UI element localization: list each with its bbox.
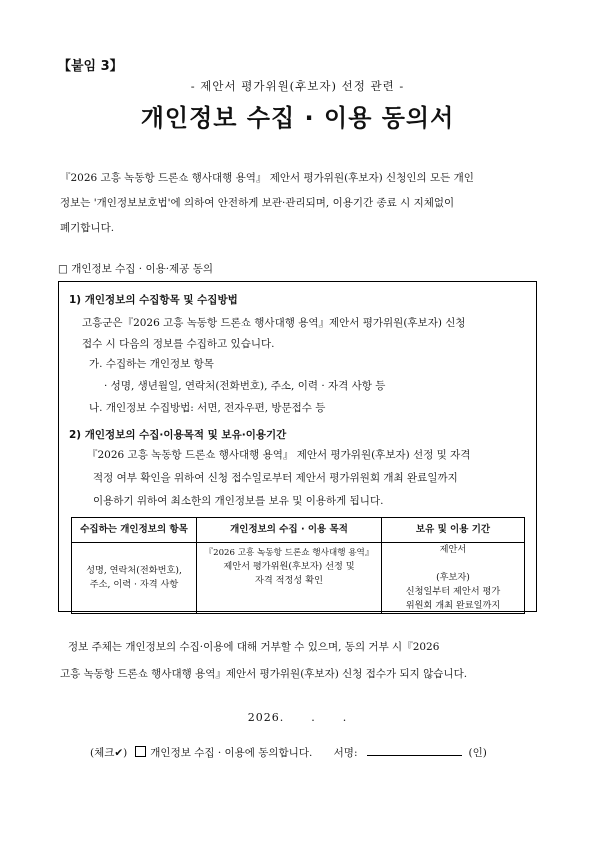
document-subtitle: - 제안서 평가위원(후보자) 선정 관련 - bbox=[190, 79, 405, 93]
table-header: 개인정보의 수집 · 이용 목적 bbox=[197, 518, 382, 543]
section1-body bbox=[82, 313, 466, 355]
section2-line: 적정 여부 확인을 위하여 신청 접수일로부터 제안서 평가위원회 개최 완료일까지 bbox=[93, 472, 458, 484]
cell-line: 제안서 평가위원(후보자) 선정 및 bbox=[223, 561, 355, 572]
section2-title: 2) 개인정보의 수집·이용목적 및 보유·이용기간 bbox=[69, 429, 287, 441]
agree-label: 개인정보 수집 · 이용에 동의합니다. bbox=[150, 747, 313, 759]
cell-line: 주소, 이력 · 자격 사항 bbox=[89, 579, 179, 590]
sign-label: 서명: bbox=[333, 747, 358, 759]
cell-line: (후보자) bbox=[436, 572, 470, 583]
cell-line: 『2026 고흥 녹동항 드론쇼 행사대행 용역』 bbox=[204, 548, 374, 558]
section1-item-a: 가. 수집하는 개인정보 항목 bbox=[89, 358, 214, 370]
check-label: (체크✔) bbox=[90, 747, 128, 759]
cell-line: 신청일부터 제안서 평가 bbox=[405, 586, 501, 597]
section2-line: 『2026 고흥 녹동항 드론쇼 행사대행 용역』 제안서 평가위원(후보자) 선정 및 자격 bbox=[87, 449, 471, 461]
table-header-row bbox=[72, 518, 525, 543]
table-cell-items bbox=[72, 543, 197, 614]
purpose-table bbox=[71, 517, 525, 614]
section2-line: 이용하기 위하여 최소한의 개인정보를 보유 및 이용하게 됩니다. bbox=[93, 495, 384, 507]
section1-title: 1) 개인정보의 수집항목 및 수집방법 bbox=[69, 294, 238, 306]
cell-line: 제안서 bbox=[439, 544, 467, 555]
table-cell-period bbox=[382, 543, 525, 614]
section1-item-b: 나. 개인정보 수집방법: 서면, 전자우편, 방문접수 등 bbox=[89, 402, 326, 414]
cell-line: 위원회 개최 완료일까지 bbox=[405, 600, 501, 611]
signature-line bbox=[90, 745, 487, 760]
intro-line: 정보는 '개인정보보호법'에 의하여 안전하게 보관·관리되며, 이용기간 종료 시 지체없이 bbox=[60, 197, 455, 209]
cell-line: 자격 적정성 확인 bbox=[255, 575, 323, 586]
seal-label: (인) bbox=[468, 747, 487, 759]
consent-details-box bbox=[58, 281, 537, 612]
section1-line: 고흥군은『2026 고흥 녹동항 드론쇼 행사대행 용역』제안서 평가위원(후보자) 신청 bbox=[82, 317, 466, 329]
table-row bbox=[72, 543, 525, 614]
table-header: 수집하는 개인정보의 항목 bbox=[72, 518, 197, 543]
consent-heading: □ 개인정보 수집 · 이용·제공 동의 bbox=[58, 263, 213, 275]
cell-line: 성명, 연락처(전화번호), bbox=[86, 565, 182, 576]
document-title: 개인정보 수집 · 이용 동의서 bbox=[140, 104, 455, 132]
date-field[interactable]: 2026. . . bbox=[247, 711, 348, 724]
intro-line: 폐기합니다. bbox=[60, 222, 115, 234]
section1-item-a-detail: · 성명, 생년월일, 연락처(전화번호), 주소, 이력 · 자격 사항 등 bbox=[104, 380, 386, 392]
intro-paragraph bbox=[60, 166, 540, 241]
refusal-notice bbox=[60, 634, 538, 688]
section1-line: 접수 시 다음의 정보를 수집하고 있습니다. bbox=[82, 338, 275, 350]
table-cell-purpose bbox=[197, 543, 382, 614]
section2-body bbox=[87, 444, 470, 513]
attachment-label: 【붙임 3】 bbox=[58, 59, 123, 74]
notice-line: 정보 주체는 개인정보의 수집·이용에 대해 거부할 수 있으며, 동의 거부 시『2026 bbox=[68, 641, 440, 653]
notice-line: 고흥 녹동항 드론쇼 행사대행 용역』제안서 평가위원(후보자) 신청 접수가 되지 않습니다. bbox=[60, 668, 468, 680]
signature-field[interactable] bbox=[367, 745, 462, 756]
cell-line bbox=[384, 557, 522, 571]
table-header: 보유 및 이용 기간 bbox=[382, 518, 525, 543]
intro-line: 『2026 고흥 녹동항 드론쇼 행사대행 용역』 제안서 평가위원(후보자) 신청인의 모든 개인 bbox=[60, 172, 474, 184]
agree-checkbox[interactable] bbox=[135, 746, 146, 757]
